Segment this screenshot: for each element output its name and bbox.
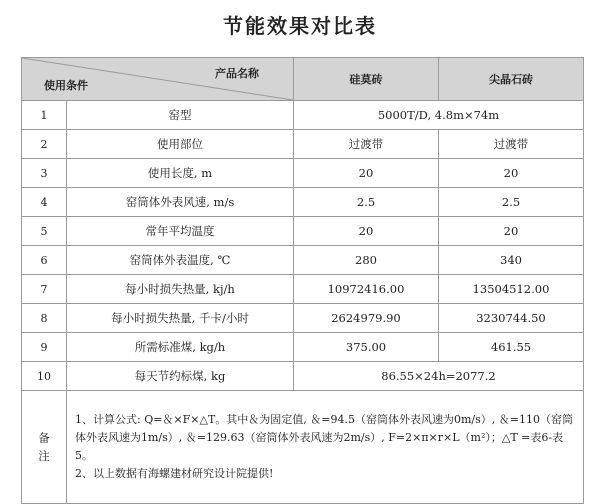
notes-row: [22, 391, 584, 504]
row-item: 窑型: [67, 101, 294, 130]
row-number: 1: [22, 101, 67, 130]
row-number: 4: [22, 188, 67, 217]
page-title: 节能效果对比表: [223, 14, 377, 38]
product-a-header: 硅莫砖: [294, 58, 439, 101]
row-value-a: 过渡带: [294, 130, 439, 159]
row-value-b: 过渡带: [439, 130, 584, 159]
row-value-b: 2.5: [439, 188, 584, 217]
row-number: 6: [22, 246, 67, 275]
notes-line-1: 1、计算公式: Q=＆×F×△T。其中＆为固定值, ＆=94.5（窑筒体外表风速为0m/s）, ＆=110（窑筒体外表风速为1m/s）, ＆=129.63（窑筒体外表风速为2m/s）, F=2×π×r×L（m²）；△T =表6-表5。: [75, 413, 573, 462]
row-item: 使用长度, m: [67, 159, 294, 188]
table-row: [22, 275, 584, 304]
notes-label-char: 注: [38, 449, 50, 463]
row-number: 3: [22, 159, 67, 188]
row-item: 每小时损失热量, kj/h: [67, 275, 294, 304]
row-merged-value: 5000T/D, 4.8m×74m: [294, 101, 584, 130]
row-value-a: 2624979.90: [294, 304, 439, 333]
row-value-b: 20: [439, 159, 584, 188]
conditions-label: 使用条件: [44, 79, 88, 92]
diagonal-header-cell: [22, 58, 294, 101]
table-row: [22, 333, 584, 362]
row-value-a: 375.00: [294, 333, 439, 362]
row-value-b: 13504512.00: [439, 275, 584, 304]
table-row: [22, 130, 584, 159]
row-item: 常年平均温度: [67, 217, 294, 246]
row-number: 5: [22, 217, 67, 246]
comparison-table: [21, 57, 584, 504]
row-item: 窑筒体外表风速, m/s: [67, 188, 294, 217]
table-row: [22, 304, 584, 333]
row-item: 使用部位: [67, 130, 294, 159]
row-number: 8: [22, 304, 67, 333]
notes-label-char: 备: [38, 431, 50, 445]
table-row: [22, 246, 584, 275]
row-value-a: 2.5: [294, 188, 439, 217]
row-value-b: 3230744.50: [439, 304, 584, 333]
product-b-header: 尖晶石砖: [439, 58, 584, 101]
row-number: 9: [22, 333, 67, 362]
row-value-a: 280: [294, 246, 439, 275]
row-value-b: 20: [439, 217, 584, 246]
notes-line-2: 2、以上数据有海螺建材研究设计院提供!: [75, 467, 274, 480]
table-row: [22, 217, 584, 246]
row-item: 每天节约标煤, kg: [67, 362, 294, 391]
row-number: 2: [22, 130, 67, 159]
table-row: [22, 159, 584, 188]
row-item: 窑筒体外表温度, ℃: [67, 246, 294, 275]
row-number: 7: [22, 275, 67, 304]
table-header-row: [22, 58, 584, 101]
row-item: 所需标准煤, kg/h: [67, 333, 294, 362]
row-item: 每小时损失热量, 千卡/小时: [67, 304, 294, 333]
notes-label: [22, 391, 67, 504]
notes-content: [67, 391, 584, 504]
table-row: [22, 188, 584, 217]
row-value-b: 340: [439, 246, 584, 275]
row-value-a: 20: [294, 159, 439, 188]
table-row: [22, 101, 584, 130]
row-value-b: 461.55: [439, 333, 584, 362]
product-name-label: 产品名称: [215, 67, 259, 80]
row-merged-value: 86.55×24h=2077.2: [294, 362, 584, 391]
row-value-a: 20: [294, 217, 439, 246]
row-value-a: 10972416.00: [294, 275, 439, 304]
table-row: [22, 362, 584, 391]
row-number: 10: [22, 362, 67, 391]
